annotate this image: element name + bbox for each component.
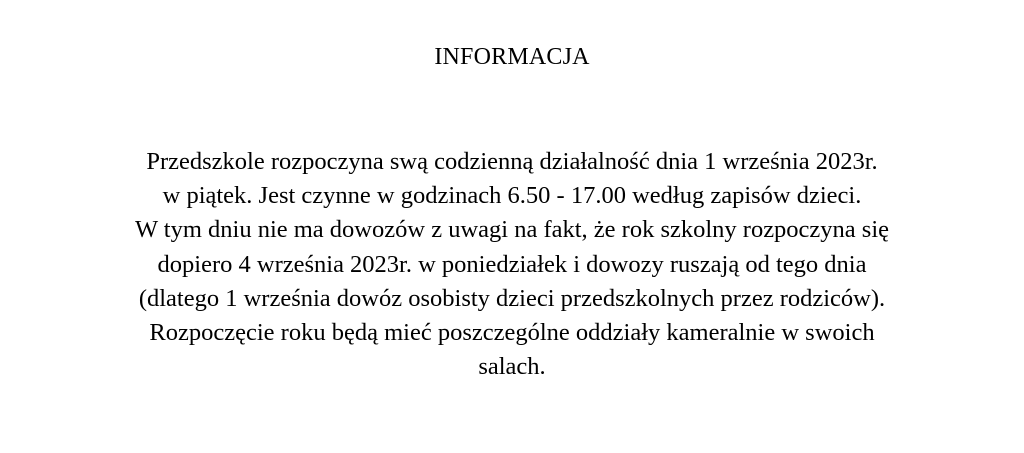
body-line-2: w piątek. Jest czynne w godzinach 6.50 - 17.00 według zapisów dzieci. [162, 182, 862, 210]
body-line-7: salach. [478, 353, 546, 381]
body-line-5: (dlatego 1 września dowóz osobisty dzieci przedszkolnych przez rodziców). [138, 284, 886, 312]
body-line-6: Rozpoczęcie roku będą mieć poszczególne oddziały kameralnie w swoich [149, 319, 875, 347]
document-body [0, 145, 1024, 384]
body-line-4: dopiero 4 września 2023r. w poniedziałek i dowozy ruszają od tego dnia [157, 250, 867, 278]
body-line-3: W tym dniu nie ma dowozów z uwagi na fakt, że rok szkolny rozpoczyna się [134, 216, 890, 244]
body-line-1: Przedszkole rozpoczyna swą codzienną działalność dnia 1 września 2023r. [146, 148, 878, 175]
document-title: INFORMACJA [434, 44, 590, 70]
